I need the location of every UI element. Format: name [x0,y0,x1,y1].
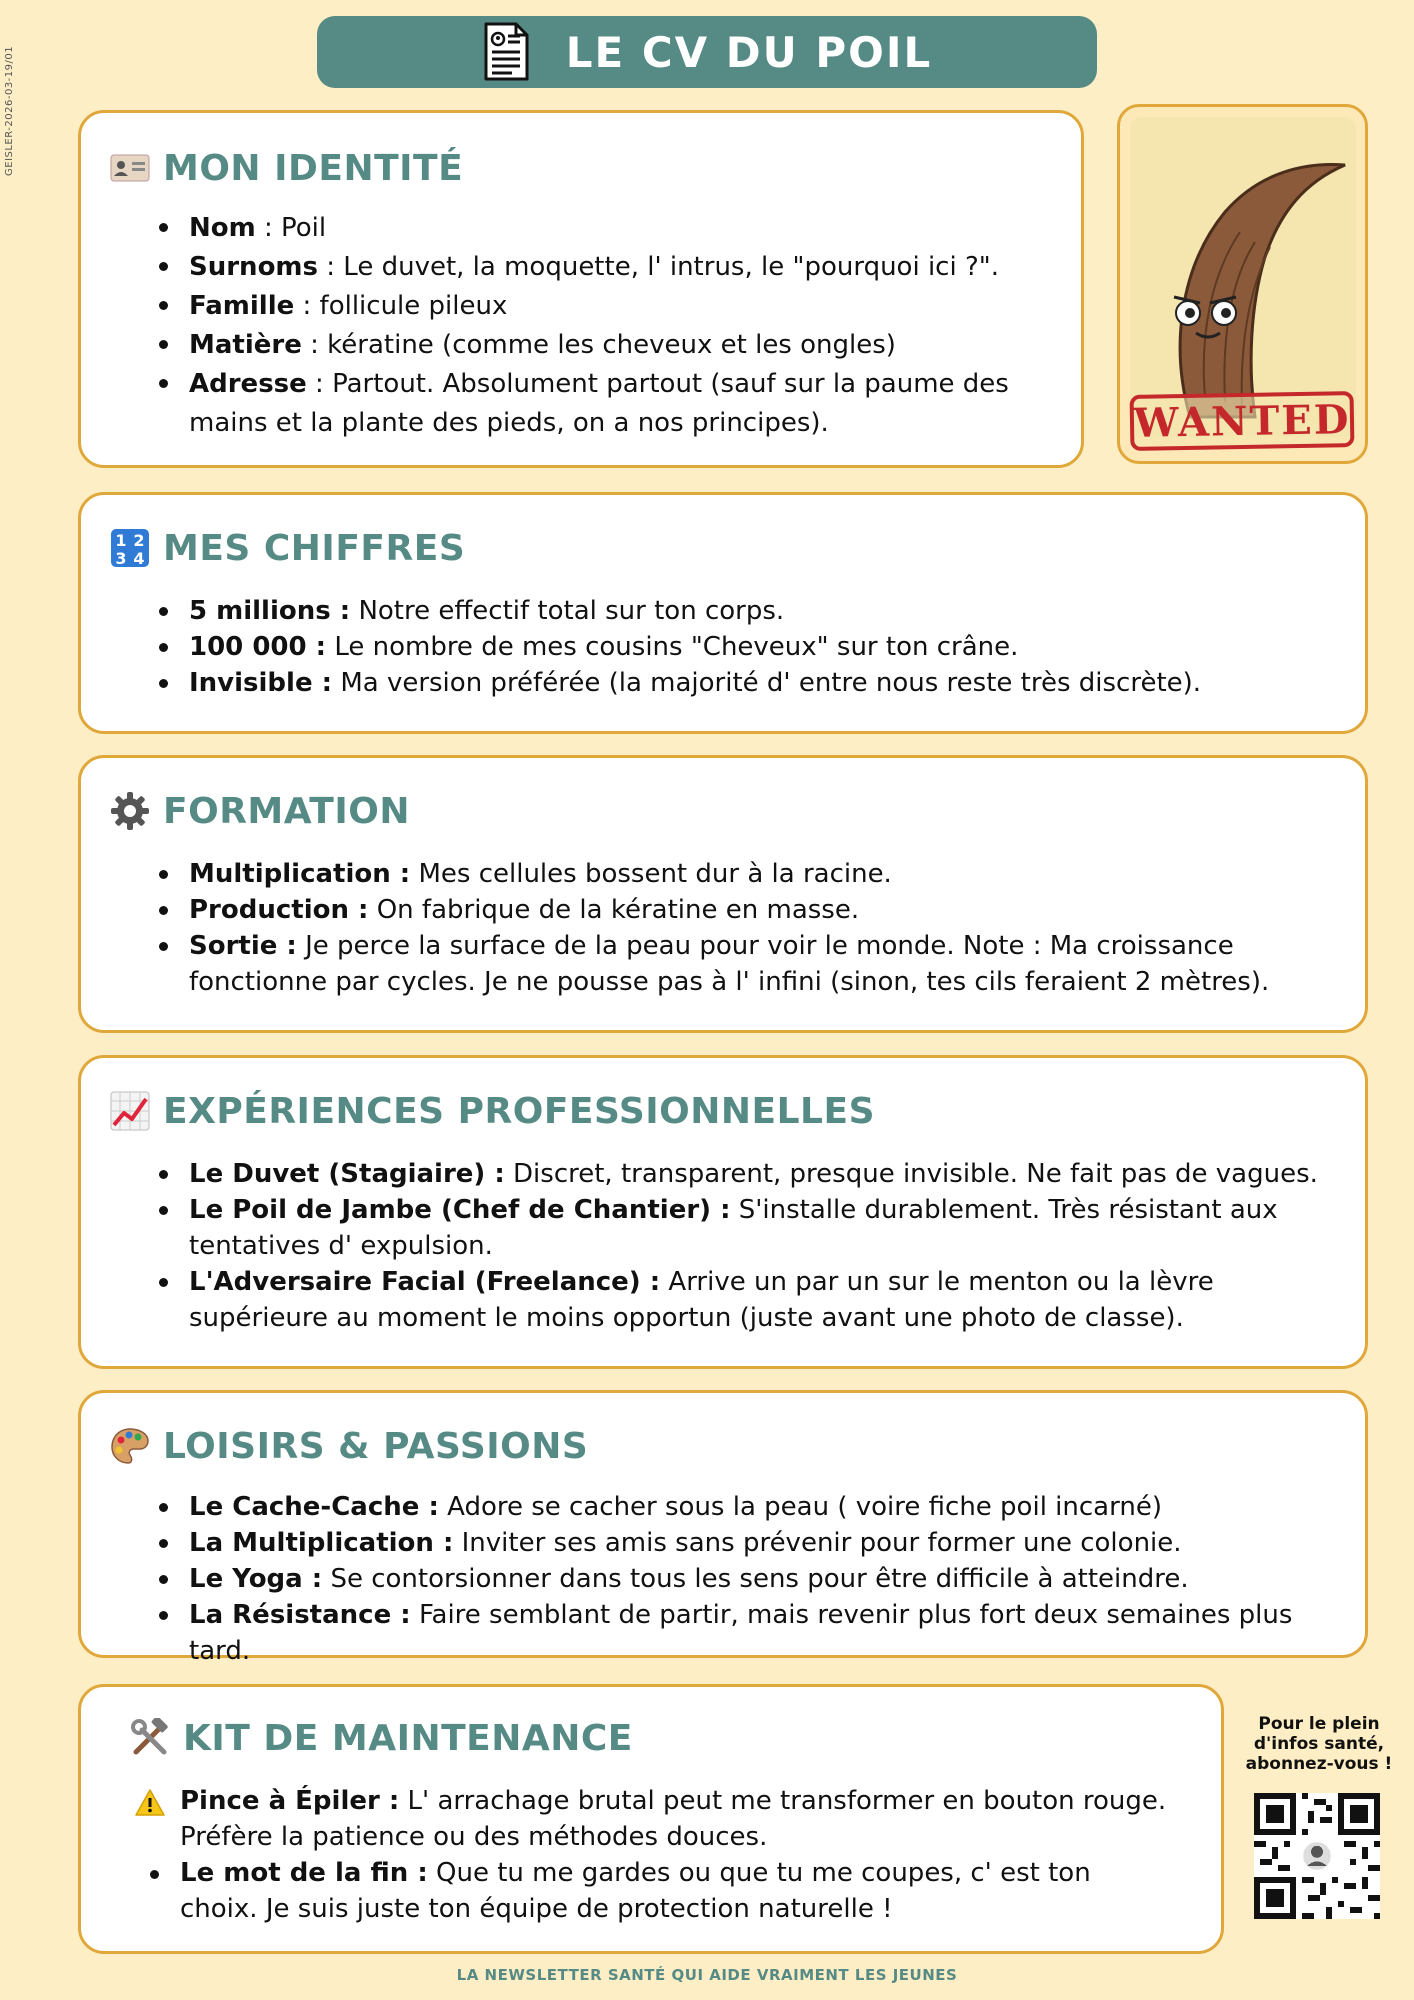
page-title-banner [317,16,1097,88]
gear-icon [109,790,151,832]
kit-item-final-word-cont: choix. Je suis juste ton équipe de protection naturelle ! [180,1894,893,1924]
hobbies-list [139,1489,1359,1669]
section-heading: LOISIRS & PASSIONS [163,1425,589,1467]
bullet-dot [150,1870,159,1879]
hammer-wrench-icon [129,1717,171,1759]
list-item: Sortie : Je perce la surface de la peau pour voir le monde. Note : Ma croissance fonctionne par cycles. Je ne pousse pas à l' infini (sinon, tes cils feraient 2 mètres). [189,928,1359,1000]
section-heading: MON IDENTITÉ [163,147,464,189]
section-heading: MES CHIFFRES [163,527,466,569]
document-code: GEISLER-2026-03-19/01 [4,45,15,176]
list-item: Le Duvet (Stagiaire) : Discret, transparent, presque invisible. Ne fait pas de vagues. [189,1156,1359,1192]
section-heading: EXPÉRIENCES PROFESSIONNELLES [163,1090,876,1132]
list-item: Le Yoga : Se contorsionner dans tous les sens pour être difficile à atteindre. [189,1561,1359,1597]
chart-increasing-icon [109,1090,151,1132]
formation-card [78,755,1368,1033]
experiences-card [78,1055,1368,1369]
hair-character-illustration [1130,117,1356,437]
list-item: Le Cache-Cache : Adore se cacher sous la peau ( voire fiche poil incarné) [189,1489,1359,1525]
artist-palette-icon [109,1425,151,1467]
formation-list [139,856,1359,1000]
id-card-icon [109,147,151,189]
list-item: Multiplication : Mes cellules bossent dur à la racine. [189,856,1359,892]
identity-list [139,209,1069,443]
experiences-list [139,1156,1359,1336]
list-item: Le Poil de Jambe (Chef de Chantier) : S'installe durablement. Très résistant aux tentatives d' expulsion. [189,1192,1359,1264]
maintenance-card [78,1684,1224,1954]
numbers-card [78,492,1368,734]
wanted-stamp: WANTED [1130,391,1355,451]
numbers-1234-icon [109,527,151,569]
list-item: Production : On fabrique de la kératine en masse. [189,892,1359,928]
list-item: Adresse : Partout. Absolument partout (sauf sur la paume des mains et la plante des pieds, on a nos principes). [189,365,1069,443]
qr-code[interactable] [1254,1793,1380,1919]
numbers-list [139,593,1359,701]
subscribe-note: Pour le plein d'infos santé, abonnez-vous ! [1245,1714,1393,1774]
footer-tagline: LA NEWSLETTER SANTÉ QUI AIDE VRAIMENT LES JEUNES [456,1966,958,1984]
page-title: LE CV DU POIL [565,27,933,77]
svg-text:4: 4 [133,549,145,568]
resume-document-icon [482,21,530,83]
svg-text:1: 1 [115,531,127,550]
list-item: Invisible : Ma version préférée (la majorité d' entre nous reste très discrète). [189,665,1359,701]
list-item: Matière : kératine (comme les cheveux et les ongles) [189,326,1069,365]
identity-card [78,110,1084,468]
svg-text:2: 2 [133,531,145,550]
wanted-poster [1117,104,1368,464]
svg-text:3: 3 [115,549,127,568]
list-item: L'Adversaire Facial (Freelance) : Arrive un par un sur le menton ou la lèvre supérieure au moment le moins opportun (juste avant une photo de classe). [189,1264,1359,1336]
list-item: La Multiplication : Inviter ses amis sans prévenir pour former une colonie. [189,1525,1359,1561]
list-item: 5 millions : Notre effectif total sur ton corps. [189,593,1359,629]
section-heading: FORMATION [163,790,410,832]
kit-item-final-word: Le mot de la fin : Que tu me gardes ou que tu me coupes, c' est ton [180,1858,1091,1888]
warning-icon [135,1788,165,1818]
list-item: La Résistance : Faire semblant de partir, mais revenir plus fort deux semaines plus tard. [189,1597,1359,1669]
section-heading: KIT DE MAINTENANCE [183,1717,633,1759]
kit-item-tweezers-cont: Préfère la patience ou des méthodes douces. [180,1822,768,1852]
hobbies-card [78,1390,1368,1666]
list-item: 100 000 : Le nombre de mes cousins "Cheveux" sur ton crâne. [189,629,1359,665]
list-item: Nom : Poil [189,209,1069,248]
list-item: Surnoms : Le duvet, la moquette, l' intrus, le "pourquoi ici ?". [189,248,1069,287]
list-item: Famille : follicule pileux [189,287,1069,326]
kit-item-tweezers: Pince à Épiler : L' arrachage brutal peut me transformer en bouton rouge. [180,1786,1167,1816]
